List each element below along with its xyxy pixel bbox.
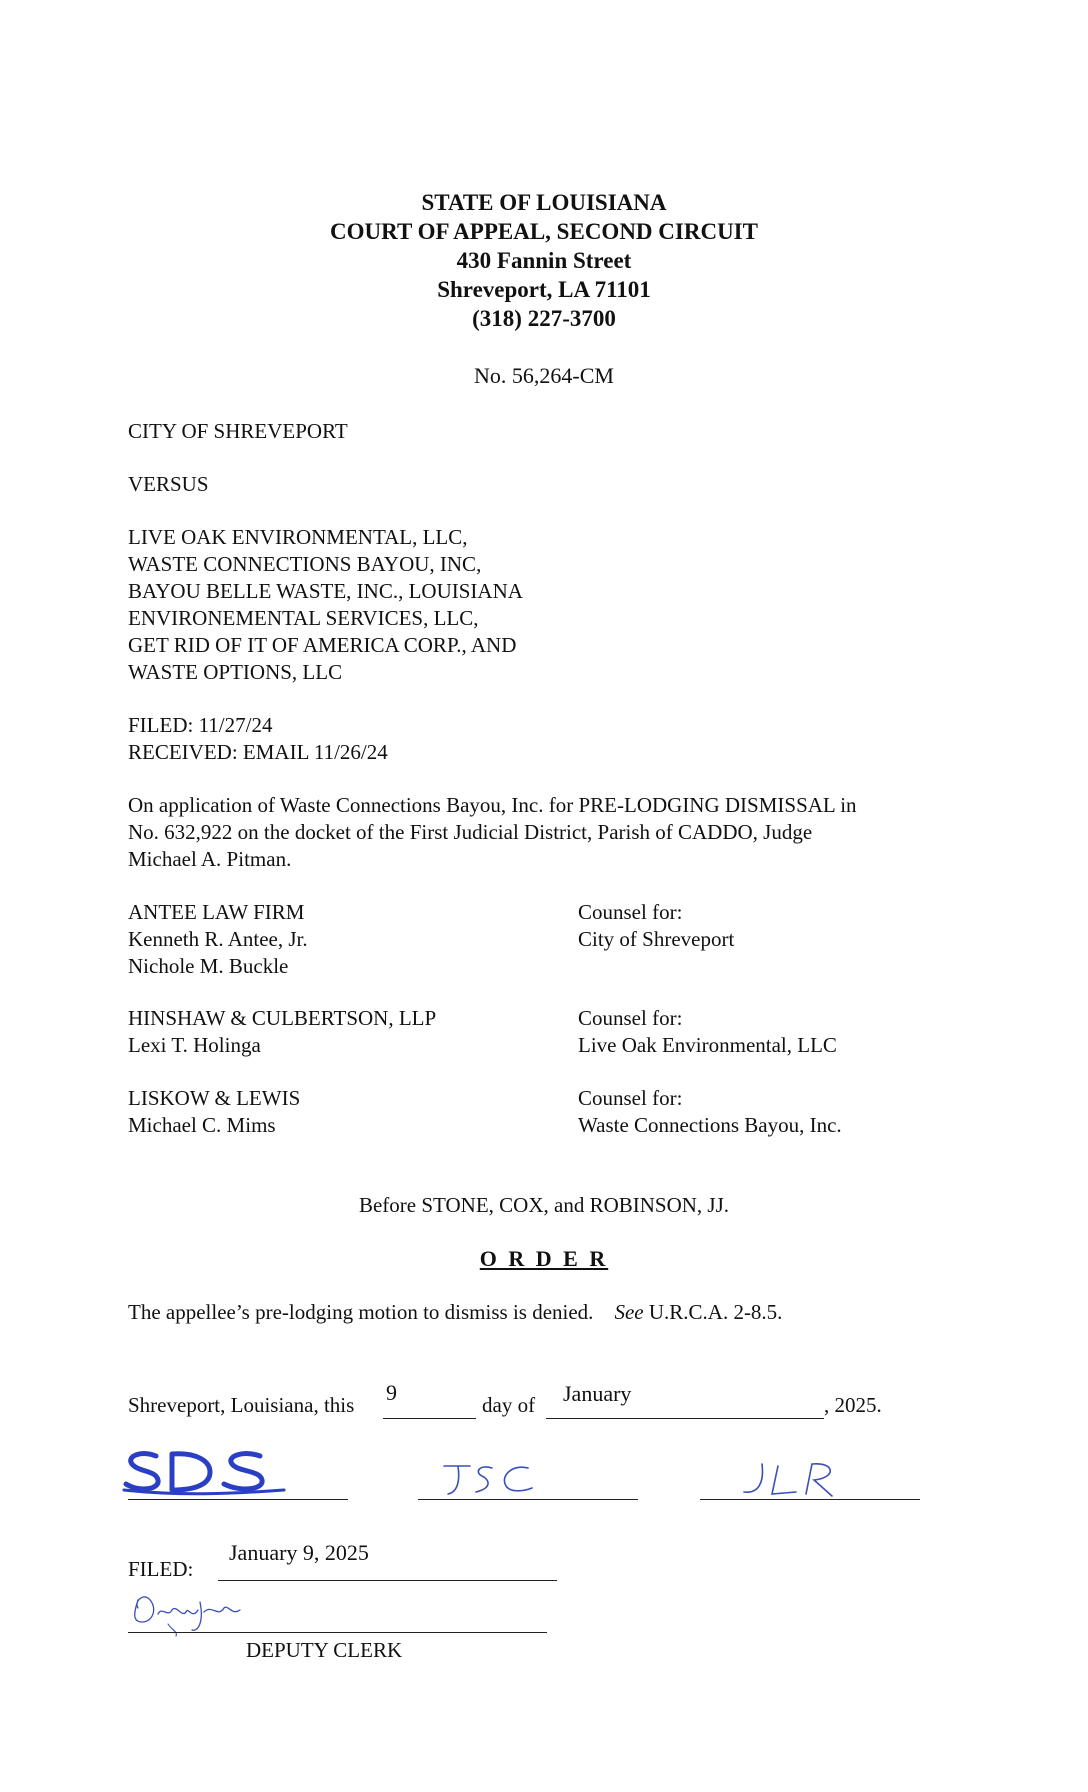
plaintiff: CITY OF SHREVEPORT (128, 419, 348, 443)
year-suffix: , 2025. (824, 1393, 882, 1417)
defendant-line: BAYOU BELLE WASTE, INC., LOUISIANA (128, 579, 523, 603)
header-state: STATE OF LOUISIANA (421, 190, 667, 215)
attorney-name: Nichole M. Buckle (128, 954, 289, 978)
defendant-line: WASTE CONNECTIONS BAYOU, INC, (128, 552, 482, 576)
order-title: O R D E R (479, 1246, 609, 1271)
month-value: January (563, 1381, 632, 1406)
attorney-name: Michael C. Mims (128, 1113, 276, 1137)
firm-name: HINSHAW & CULBERTSON, LLP (128, 1006, 437, 1030)
counsel-firm-3 (128, 1085, 300, 1139)
defendant-line: ENVIRONEMENTAL SERVICES, LLC, (128, 606, 479, 630)
header-street: 430 Fannin Street (456, 248, 632, 273)
signature-line-2 (418, 1499, 638, 1500)
panel-judges: Before STONE, COX, and ROBINSON, JJ. (358, 1193, 730, 1217)
order-text (128, 1299, 782, 1326)
counsel-firm-1 (128, 899, 308, 980)
application-line: No. 632,922 on the docket of the First Judicial District, Parish of CADDO, Judge (128, 820, 813, 844)
filing-info (128, 712, 388, 766)
header-city: Shreveport, LA 71101 (437, 277, 651, 302)
counsel-party: Waste Connections Bayou, Inc. (578, 1113, 842, 1137)
application-line: Michael A. Pitman. (128, 847, 292, 871)
signature-jsc (440, 1462, 540, 1502)
counsel-firm-2 (128, 1005, 436, 1059)
signature-sds (120, 1448, 290, 1498)
counsel-party: Live Oak Environmental, LLC (578, 1033, 837, 1057)
counsel-for-label: Counsel for: (578, 1006, 683, 1030)
defendants (128, 524, 523, 686)
application-line: On application of Waste Connections Bayou, Inc. for PRE-LODGING DISMISSAL in (128, 793, 857, 817)
day-of-label: day of (482, 1393, 536, 1417)
firm-name: ANTEE LAW FIRM (128, 900, 305, 924)
counsel-party-3 (578, 1085, 842, 1139)
month-blank (546, 1418, 824, 1419)
firm-name: LISKOW & LEWIS (128, 1086, 301, 1110)
citation-signal: See (614, 1300, 644, 1324)
signature-line-3 (700, 1499, 920, 1500)
deputy-clerk-title: DEPUTY CLERK (246, 1638, 403, 1662)
filed-date-blank (218, 1580, 557, 1581)
counsel-party: City of Shreveport (578, 927, 735, 951)
attorney-name: Kenneth R. Antee, Jr. (128, 927, 308, 951)
defendant-line: WASTE OPTIONS, LLC (128, 660, 343, 684)
clerk-signature-line (128, 1632, 547, 1633)
versus: VERSUS (128, 472, 209, 496)
defendant-line: GET RID OF IT OF AMERICA CORP., AND (128, 633, 517, 657)
counsel-party-1 (578, 899, 734, 953)
header-phone: (318) 227-3700 (472, 306, 616, 331)
docket-number: No. 56,264-CM (474, 363, 614, 388)
counsel-for-label: Counsel for: (578, 900, 683, 924)
order-ruling: The appellee’s pre-lodging motion to dismiss is denied. (128, 1300, 594, 1324)
signature-line-1 (128, 1499, 348, 1500)
application-paragraph (128, 792, 857, 873)
received-date: RECEIVED: EMAIL 11/26/24 (128, 740, 388, 764)
counsel-for-label: Counsel for: (578, 1086, 683, 1110)
signature-jlr (740, 1462, 840, 1502)
dating-prefix: Shreveport, Louisiana, this (128, 1393, 355, 1417)
header-court: COURT OF APPEAL, SECOND CIRCUIT (330, 219, 758, 244)
deputy-clerk-signature (128, 1592, 258, 1642)
filed-date: FILED: 11/27/24 (128, 713, 273, 737)
defendant-line: LIVE OAK ENVIRONMENTAL, LLC, (128, 525, 468, 549)
filed-label: FILED: (128, 1557, 194, 1581)
day-blank (383, 1418, 476, 1419)
citation: U.R.C.A. 2-8.5. (648, 1300, 783, 1324)
counsel-party-2 (578, 1005, 837, 1059)
attorney-name: Lexi T. Holinga (128, 1033, 261, 1057)
filed-date-value: January 9, 2025 (229, 1540, 369, 1565)
day-value: 9 (386, 1380, 397, 1405)
